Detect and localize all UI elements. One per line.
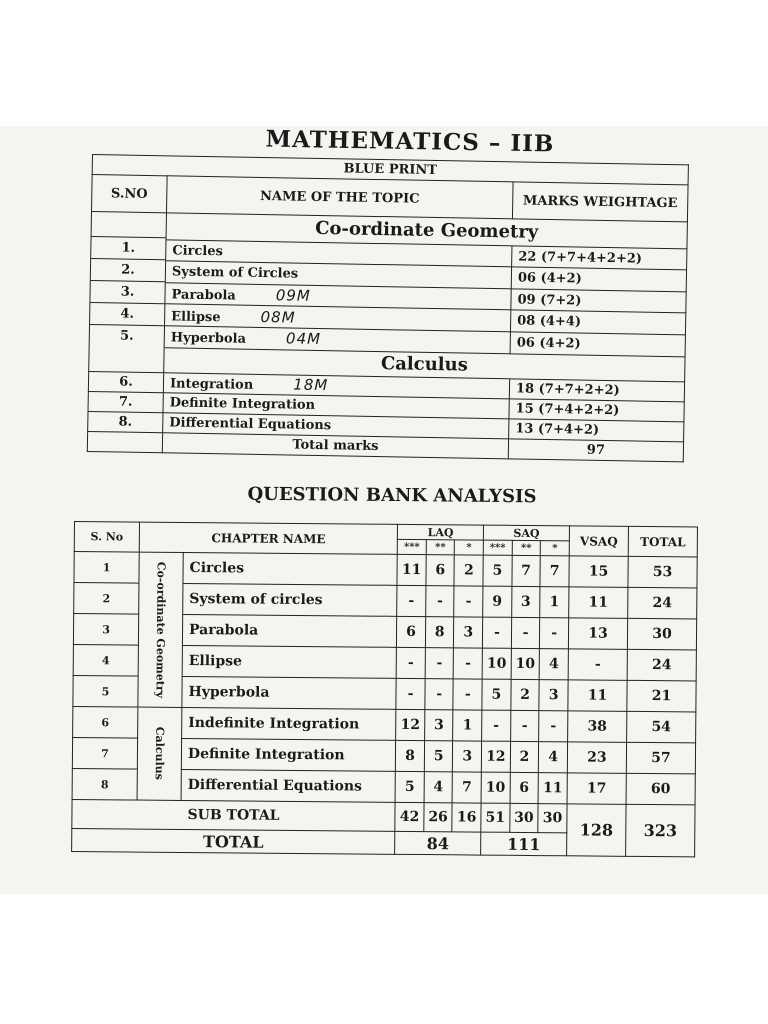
row-total: 24 (628, 587, 697, 619)
chapter-name: Hyperbola (182, 676, 397, 709)
question-count: - (425, 679, 454, 710)
star-header: ** (426, 540, 455, 555)
topic-marks: 18 (7+7+2+2) (509, 378, 684, 401)
group-coordinate-geometry: Co-ordinate Geometry (138, 552, 183, 707)
question-count: 2 (454, 555, 483, 586)
row-number: 8 (72, 768, 137, 800)
question-count: 5 (482, 679, 511, 710)
subtotal-label: SUB TOTAL (72, 799, 395, 831)
row-number: 1. (91, 236, 165, 259)
row-number: 7. (88, 391, 163, 412)
row-total: 60 (626, 773, 695, 805)
laq-total: 84 (395, 831, 481, 855)
blue-print-heading: BLUE PRINT (92, 155, 688, 185)
question-count: 1 (453, 710, 482, 741)
star-header: * (455, 540, 484, 555)
question-count: - (454, 648, 483, 679)
star-header: *** (397, 539, 426, 554)
question-count: - (396, 647, 425, 678)
question-count: 12 (481, 741, 510, 772)
question-count: 10 (482, 648, 511, 679)
question-count: 3 (454, 617, 483, 648)
total-marks-label: Total marks (162, 432, 508, 458)
question-count: 10 (481, 772, 510, 803)
question-count: 5 (395, 771, 424, 802)
question-bank-heading: QUESTION BANK ANALYSIS (247, 483, 537, 508)
row-total: 54 (627, 711, 696, 743)
question-count: 3 (539, 680, 568, 711)
question-count: 2 (511, 679, 540, 710)
handwritten-note: 09M (275, 286, 311, 306)
col-saq: SAQ (483, 525, 569, 541)
vsaq-count: 13 (568, 618, 627, 650)
handwritten-note: 18M (293, 375, 329, 395)
question-count: 9 (483, 586, 512, 617)
col-sno: S.NO (91, 175, 167, 213)
topic-marks: 06 (4+2) (511, 267, 686, 292)
page-title: MATHEMATICS – IIB (265, 125, 555, 158)
vsaq-count: - (568, 649, 627, 681)
section-coordinate-geometry: Co-ordinate Geometry (166, 213, 687, 249)
question-count: - (397, 585, 426, 616)
blue-print-table (87, 154, 689, 462)
chapter-name: Indefinite Integration (182, 707, 397, 740)
row-number: 6 (73, 706, 138, 738)
saq-total: 111 (481, 832, 567, 856)
topic-marks: 22 (7+7+4+2+2) (512, 246, 687, 271)
question-count: 3 (453, 741, 482, 772)
question-count: 4 (539, 742, 568, 773)
topic-name: Hyperbola 04M (164, 326, 510, 354)
total-marks-value: 97 (508, 438, 683, 461)
row-number: 4. (90, 302, 164, 325)
question-count: - (453, 679, 482, 710)
question-count: 12 (396, 709, 425, 740)
subtotal-cell: 30 (509, 803, 538, 832)
question-count: 6 (397, 616, 426, 647)
question-count: - (396, 678, 425, 709)
vsaq-count: 38 (568, 711, 627, 743)
question-count: 3 (511, 586, 540, 617)
question-count: 7 (453, 772, 482, 803)
subtotal-cell: 16 (452, 803, 481, 832)
handwritten-note: 04M (285, 329, 322, 349)
grand-total: 323 (626, 804, 695, 857)
row-number: 3. (90, 280, 164, 303)
question-count: 4 (424, 772, 453, 803)
vsaq-count: 11 (568, 680, 627, 712)
vsaq-count: 23 (567, 742, 626, 774)
question-count: 6 (510, 772, 539, 803)
topic-name: System of Circles (165, 261, 511, 289)
question-count: 7 (512, 555, 541, 586)
question-count: - (511, 617, 540, 648)
topic-name: Differential Equations (163, 412, 509, 438)
col-vsaq: VSAQ (569, 526, 628, 557)
question-count: 5 (483, 555, 512, 586)
question-count: 4 (539, 649, 568, 680)
row-total: 57 (626, 742, 695, 774)
vsaq-count: 15 (569, 556, 628, 588)
row-number: 8. (88, 411, 163, 432)
col-marks: MARKS WEIGHTAGE (512, 182, 688, 222)
question-count: 1 (540, 587, 569, 618)
col-chapter: CHAPTER NAME (139, 522, 398, 554)
question-count: 2 (510, 741, 539, 772)
question-count: 5 (424, 741, 453, 772)
question-count: - (510, 710, 539, 741)
subtotal-cell: 42 (395, 802, 424, 831)
row-total: 30 (627, 618, 696, 650)
row-number: 3 (73, 614, 138, 646)
question-count: 7 (540, 556, 569, 587)
topic-marks: 13 (7+4+2) (509, 418, 684, 441)
topic-marks: 06 (4+2) (510, 332, 685, 357)
row-total: 53 (628, 556, 697, 588)
col-laq: LAQ (398, 524, 484, 540)
vsaq-count: 17 (567, 773, 626, 805)
question-count: - (539, 711, 568, 742)
chapter-name: Definite Integration (181, 738, 396, 771)
topic-name: Integration 18M (163, 372, 509, 398)
col-total: TOTAL (628, 526, 697, 557)
row-number: 4 (73, 644, 138, 676)
question-bank-table (71, 521, 698, 857)
question-count: 11 (538, 773, 567, 804)
chapter-name: System of circles (183, 583, 398, 616)
row-number: 5. (90, 324, 164, 347)
question-count: - (426, 586, 455, 617)
section-calculus: Calculus (164, 347, 685, 381)
topic-name: Circles (166, 240, 512, 268)
subtotal-cell: 30 (538, 804, 567, 833)
chapter-row (74, 552, 697, 588)
group-calculus: Calculus (137, 707, 182, 800)
question-count: - (482, 617, 511, 648)
total-label: TOTAL (72, 828, 395, 854)
row-number: 7 (72, 737, 137, 769)
question-count: - (425, 648, 454, 679)
star-header: * (541, 541, 570, 556)
chapter-name: Differential Equations (181, 769, 396, 802)
chapter-name: Circles (183, 552, 398, 585)
subtotal-cell: 51 (481, 803, 510, 832)
topic-marks: 15 (7+4+2+2) (509, 398, 684, 421)
question-count: - (454, 586, 483, 617)
col-sno: S. No (74, 522, 139, 553)
question-count: 8 (396, 740, 425, 771)
row-number: 1 (74, 552, 139, 584)
row-total: 21 (627, 680, 696, 712)
topic-marks: 09 (7+2) (511, 289, 686, 314)
question-count: 10 (511, 648, 540, 679)
question-count: 11 (397, 554, 426, 585)
question-count: 3 (424, 710, 453, 741)
chapter-row (73, 706, 696, 742)
row-number: 2. (91, 258, 165, 281)
topic-name: Definite Integration (163, 392, 509, 418)
row-number: 2 (74, 583, 139, 615)
chapter-name: Ellipse (182, 645, 397, 678)
topic-name: Parabola 09M (165, 283, 511, 311)
topic-marks: 08 (4+4) (510, 310, 685, 335)
question-count: 8 (425, 617, 454, 648)
chapter-name: Parabola (182, 614, 397, 647)
row-number: 6. (88, 371, 163, 392)
star-header: *** (483, 540, 512, 555)
question-count: - (540, 618, 569, 649)
col-topic: NAME OF THE TOPIC (166, 176, 513, 219)
row-number: 5 (73, 675, 138, 707)
subtotal-cell: 26 (424, 803, 453, 832)
question-count: 6 (426, 555, 455, 586)
handwritten-note: 08M (260, 307, 296, 327)
vsaq-count: 11 (569, 587, 628, 619)
row-total: 24 (627, 649, 696, 681)
question-count: - (482, 710, 511, 741)
vsaq-total: 128 (567, 804, 626, 857)
star-header: ** (512, 540, 541, 555)
topic-name: Ellipse 08M (165, 304, 511, 332)
